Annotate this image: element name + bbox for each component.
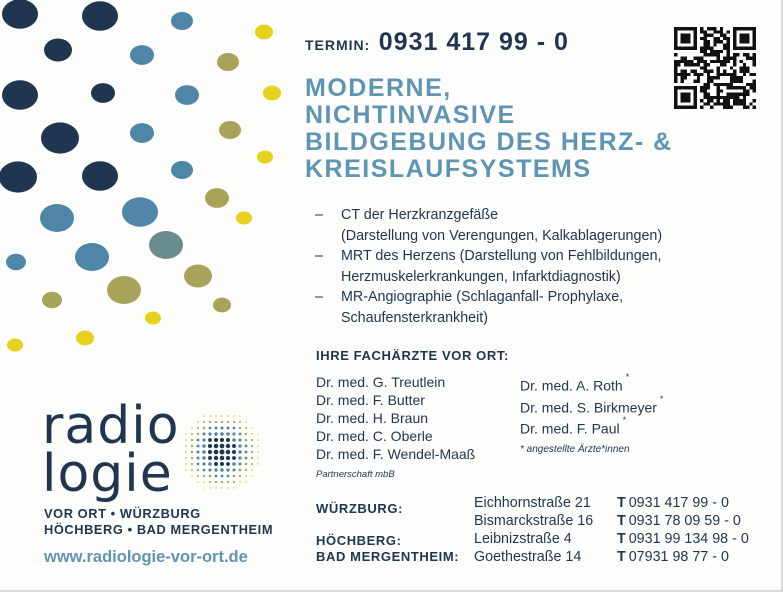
doctor-name: Dr. med. F. Butter xyxy=(316,392,425,408)
employed-note: * angestellte Ärzte*innen xyxy=(520,443,630,455)
decorative-dot xyxy=(236,211,252,224)
decorative-dot xyxy=(2,0,38,29)
service-line: MR-Angiographie (Schlaganfall- Prophylaxe, xyxy=(341,289,624,305)
headline-line: BILDGEBUNG DES HERZ- & xyxy=(305,128,673,156)
address: Bismarckstraße 16 xyxy=(474,513,594,529)
logo-tagline-1: VOR ORT • WÜRZBURG xyxy=(44,506,201,521)
decorative-dot xyxy=(257,150,273,163)
partnership-note: Partnerschaft mbB xyxy=(316,469,395,480)
phone-prefix: T xyxy=(617,513,626,529)
doctor-entry xyxy=(520,395,663,417)
doctor-name: Dr. med. A. Roth xyxy=(520,377,623,394)
decorative-dot xyxy=(122,197,158,227)
decorative-dot xyxy=(149,231,183,259)
decorative-dot xyxy=(130,123,154,143)
location-label-hoechberg: HÖCHBERG: xyxy=(316,533,402,548)
headline-line: NICHTINVASIVE xyxy=(305,101,516,129)
address: Eichhornstraße 21 xyxy=(474,495,591,511)
phone-entry[interactable] xyxy=(617,495,729,511)
logo-tagline-2: HÖCHBERG • BAD MERGENTHEIM xyxy=(44,522,274,537)
logo-wordmark-line1: radio xyxy=(42,396,180,456)
logo-wordmark-line2: logie xyxy=(42,444,173,504)
decorative-dot xyxy=(44,39,72,62)
phone-entry[interactable] xyxy=(617,513,741,529)
service-item xyxy=(315,205,735,246)
service-line: MRT des Herzens (Darstellung von Fehlbildungen, xyxy=(341,248,662,264)
phone-prefix: T xyxy=(617,531,626,547)
service-item xyxy=(315,246,735,287)
decorative-dot xyxy=(75,243,109,271)
location-label-wuerzburg: WÜRZBURG: xyxy=(316,501,403,516)
decorative-dot xyxy=(41,122,79,153)
phone-number: 0931 78 09 59 - 0 xyxy=(628,513,741,529)
doctor-name: Dr. med. F. Paul xyxy=(520,420,620,437)
phone-prefix: T xyxy=(617,549,626,565)
appointment-label: TERMIN: xyxy=(305,37,371,53)
decorative-dot xyxy=(217,53,239,71)
decorative-dot xyxy=(82,161,118,191)
phone-entry[interactable] xyxy=(617,549,729,565)
decorative-dot xyxy=(91,83,115,103)
dash-bullet: – xyxy=(315,289,323,305)
service-line: CT der Herzkranzgefäße xyxy=(341,207,499,223)
decorative-dot xyxy=(205,188,229,208)
doctors-list-right xyxy=(520,373,663,459)
decorative-dot xyxy=(42,292,62,308)
decorative-dot xyxy=(263,86,281,101)
employed-mark: * xyxy=(659,393,664,404)
phone-number: 07931 98 77 - 0 xyxy=(628,549,729,565)
decorative-dot xyxy=(0,161,37,192)
doctors-heading: IHRE FACHÄRZTE VOR ORT: xyxy=(316,348,509,363)
dash-bullet: – xyxy=(315,248,323,264)
employed-mark: * xyxy=(622,415,627,426)
service-line: (Darstellung von Verengungen, Kalkablagerungen) xyxy=(341,227,663,244)
doctor-name: Dr. med. H. Braun xyxy=(316,410,429,426)
headline xyxy=(305,75,745,183)
dash-bullet: – xyxy=(315,207,323,223)
decorative-dot xyxy=(255,25,273,40)
decorative-dot xyxy=(2,80,38,110)
decorative-dot xyxy=(82,1,118,31)
decorative-dot-pattern xyxy=(0,0,290,370)
address: Goethestraße 14 xyxy=(474,549,582,565)
decorative-dot xyxy=(175,85,199,105)
location-label-bad-mergentheim: BAD MERGENTHEIM: xyxy=(316,549,460,564)
decorative-dot xyxy=(130,45,154,65)
phone-prefix: T xyxy=(617,495,626,511)
website-link[interactable]: www.radiologie-vor-ort.de xyxy=(44,548,248,566)
phone-number: 0931 417 99 - 0 xyxy=(628,495,729,511)
decorative-dot xyxy=(219,121,241,139)
doctor-entry xyxy=(520,416,663,438)
appointment-line xyxy=(305,28,569,57)
headline-line: MODERNE, xyxy=(305,74,452,102)
address: Leibnizstraße 4 xyxy=(474,531,572,547)
decorative-dot xyxy=(107,276,141,304)
doctor-entry xyxy=(520,373,663,395)
decorative-dot xyxy=(7,338,23,351)
service-line: Schaufensterkrankheit) xyxy=(341,309,489,326)
decorative-dot xyxy=(213,298,231,313)
decorative-dot xyxy=(184,265,212,288)
phone-number: 0931 99 134 98 - 0 xyxy=(628,531,749,547)
doctor-name: Dr. med. F. Wendel-Maaß xyxy=(316,446,476,462)
phone-entry[interactable] xyxy=(617,531,749,547)
headline-line: KREISLAUFSYSTEMS xyxy=(305,155,592,183)
decorative-dot xyxy=(76,331,94,346)
services-list xyxy=(315,205,735,328)
doctors-list-left xyxy=(316,373,475,463)
decorative-dot xyxy=(6,254,26,270)
dotted-sphere-logo-icon xyxy=(178,408,264,494)
doctor-name: Dr. med. S. Birkmeyer xyxy=(520,399,657,416)
employed-mark: * xyxy=(625,372,630,382)
service-line: Herzmuskelerkrankungen, Infarktdiagnostik) xyxy=(341,268,621,285)
decorative-dot xyxy=(171,161,193,179)
service-item xyxy=(315,287,735,328)
decorative-dot xyxy=(40,204,74,232)
doctor-name: Dr. med. G. Treutlein xyxy=(316,374,446,390)
decorative-dot xyxy=(145,311,161,324)
appointment-phone[interactable]: 0931 417 99 - 0 xyxy=(378,28,569,56)
doctor-name: Dr. med. C. Oberle xyxy=(316,428,433,444)
decorative-dot xyxy=(171,12,193,30)
